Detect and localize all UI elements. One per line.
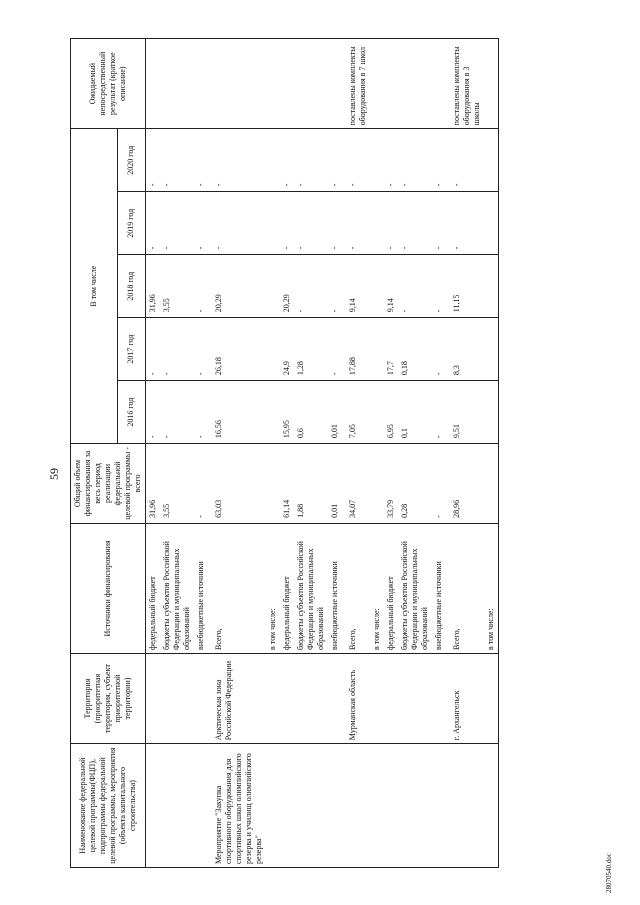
cell-2017 [266, 318, 280, 381]
cell-2019 [266, 192, 280, 255]
cell-2016: 7,05 [342, 381, 370, 444]
header-total: Общий объем финансирования за весь период реализации федеральной целевой программы - всего [71, 444, 146, 524]
cell-source: Всего, [342, 523, 370, 653]
cell-2017 [370, 318, 384, 381]
cell-total: 0,01 [328, 444, 342, 524]
cell-territory: Мурманская область [342, 653, 370, 743]
cell-2019: - [328, 192, 342, 255]
cell-total: 63,03 [208, 444, 266, 524]
cell-2016 [484, 381, 499, 444]
cell-2016: - [432, 381, 446, 444]
cell-2019: - [342, 192, 370, 255]
cell-2018 [266, 255, 280, 318]
table-body [146, 39, 499, 868]
cell-result [194, 39, 208, 129]
cell-territory: Арктическая зона Российской Федерации [208, 653, 266, 743]
cell-name [266, 744, 280, 868]
cell-source: бюджеты субъектов Российской Федерации и муниципальных образований [294, 523, 328, 653]
cell-territory [484, 653, 499, 743]
cell-2016: 6,95 [384, 381, 398, 444]
cell-2020: - [384, 129, 398, 192]
cell-territory [146, 653, 161, 743]
cell-2017: 26,18 [208, 318, 266, 381]
cell-name [398, 744, 432, 868]
cell-territory [384, 653, 398, 743]
table-row [160, 39, 194, 868]
cell-source: федеральный бюджет [146, 523, 161, 653]
cell-source: в том числе: [266, 523, 280, 653]
cell-2020: - [328, 129, 342, 192]
cell-2017: 8,3 [446, 318, 484, 381]
cell-2017: 0,18 [398, 318, 432, 381]
cell-territory [432, 653, 446, 743]
cell-2017: - [194, 318, 208, 381]
cell-result [266, 39, 280, 129]
cell-name [194, 744, 208, 868]
cell-2019: - [432, 192, 446, 255]
table-row [446, 39, 484, 868]
cell-source: федеральный бюджет [384, 523, 398, 653]
cell-name [370, 744, 384, 868]
cell-2019: - [146, 192, 161, 255]
table-row [328, 39, 342, 868]
cell-name [146, 744, 161, 868]
cell-total: 34,07 [342, 444, 370, 524]
cell-2019 [370, 192, 384, 255]
cell-territory [398, 653, 432, 743]
cell-2020: - [432, 129, 446, 192]
cell-source: федеральный бюджет [280, 523, 294, 653]
cell-2018: - [194, 255, 208, 318]
table-row [294, 39, 328, 868]
cell-2017: 1,28 [294, 318, 328, 381]
cell-total: 1,88 [294, 444, 328, 524]
header-including: В том числе [71, 129, 118, 444]
cell-2019: - [208, 192, 266, 255]
cell-source: Всего, [208, 523, 266, 653]
cell-name [446, 744, 484, 868]
cell-2016: - [194, 381, 208, 444]
table-row [266, 39, 280, 868]
cell-2020 [266, 129, 280, 192]
header-result: Ожидаемый непосредственный результат (краткое описание) [71, 39, 146, 129]
financing-table [70, 38, 499, 868]
cell-source: Всего, [446, 523, 484, 653]
cell-2017: - [160, 318, 194, 381]
cell-2016: 0,1 [398, 381, 432, 444]
cell-2020: - [342, 129, 370, 192]
cell-2020: - [294, 129, 328, 192]
cell-result: поставлены комплекты оборудования в 3 школы [446, 39, 484, 129]
cell-result [484, 39, 499, 129]
table-row [208, 39, 266, 868]
cell-result [160, 39, 194, 129]
cell-total: 31,96 [146, 444, 161, 524]
cell-2016: - [146, 381, 161, 444]
header-2017: 2017 год [117, 318, 145, 381]
cell-territory [280, 653, 294, 743]
cell-2020 [370, 129, 384, 192]
cell-source: внебюджетные источники [194, 523, 208, 653]
footer-code: 28070540.doc [605, 853, 613, 893]
cell-2017: 24,9 [280, 318, 294, 381]
cell-result: поставлены комплекты оборудования в 7 школ [342, 39, 370, 129]
table-row [432, 39, 446, 868]
cell-source: внебюджетные источники [432, 523, 446, 653]
cell-name [384, 744, 398, 868]
cell-2016 [370, 381, 384, 444]
table-row [484, 39, 499, 868]
cell-2019 [484, 192, 499, 255]
cell-2020: - [160, 129, 194, 192]
header-name: Наименование федеральной целевой программы(ФЦП), подпрограммы федеральной целевой программы, мероприятия (объекта капитального строительства) [71, 744, 146, 868]
cell-source: в том числе: [370, 523, 384, 653]
cell-total: 33,79 [384, 444, 398, 524]
cell-name [160, 744, 194, 868]
cell-result [280, 39, 294, 129]
cell-total: - [194, 444, 208, 524]
cell-2017: 17,7 [384, 318, 398, 381]
cell-total: 0,28 [398, 444, 432, 524]
cell-2017: - [328, 318, 342, 381]
cell-2018: - [398, 255, 432, 318]
cell-result [208, 39, 266, 129]
cell-total [370, 444, 384, 524]
cell-2018: 9,14 [342, 255, 370, 318]
cell-territory [194, 653, 208, 743]
table-row [280, 39, 294, 868]
cell-result [398, 39, 432, 129]
cell-name: Мероприятие "Закупка спортивного оборудования для спортивных школ олимпийского резерва и училищ олимпийского резерва" [208, 744, 266, 868]
cell-result [294, 39, 328, 129]
cell-source: внебюджетные источники [328, 523, 342, 653]
cell-2018 [370, 255, 384, 318]
cell-2018: 20,29 [280, 255, 294, 318]
cell-2020: - [446, 129, 484, 192]
cell-2016: - [160, 381, 194, 444]
cell-result [146, 39, 161, 129]
cell-total [266, 444, 280, 524]
table-row [146, 39, 161, 868]
cell-2018: - [294, 255, 328, 318]
cell-name [280, 744, 294, 868]
cell-name [484, 744, 499, 868]
cell-name [328, 744, 342, 868]
cell-total: - [432, 444, 446, 524]
cell-result [384, 39, 398, 129]
header-2020: 2020 год [117, 129, 145, 192]
cell-name [432, 744, 446, 868]
cell-result [432, 39, 446, 129]
cell-territory: г. Архангельск [446, 653, 484, 743]
cell-2017: - [432, 318, 446, 381]
table-row [194, 39, 208, 868]
table-row [342, 39, 370, 868]
header-source: Источники финансирования [71, 523, 146, 653]
cell-2019: - [294, 192, 328, 255]
cell-2018: 20,29 [208, 255, 266, 318]
cell-territory [266, 653, 280, 743]
cell-2018: 31,96 [146, 255, 161, 318]
cell-2018: - [432, 255, 446, 318]
cell-total: 28,96 [446, 444, 484, 524]
cell-name [294, 744, 328, 868]
cell-2016: 9,51 [446, 381, 484, 444]
cell-2016 [266, 381, 280, 444]
cell-result [370, 39, 384, 129]
cell-result [328, 39, 342, 129]
cell-2016: 0,6 [294, 381, 328, 444]
cell-territory [160, 653, 194, 743]
table-row [370, 39, 384, 868]
cell-2020: - [280, 129, 294, 192]
header-2018: 2018 год [117, 255, 145, 318]
cell-source: бюджеты субъектов Российской Федерации и муниципальных образований [398, 523, 432, 653]
page-number: 59 [47, 468, 61, 480]
header-row [71, 39, 118, 868]
cell-source: в том числе: [484, 523, 499, 653]
cell-2020: - [398, 129, 432, 192]
cell-territory [328, 653, 342, 743]
cell-2019: - [280, 192, 294, 255]
cell-2018: - [328, 255, 342, 318]
cell-source: бюджеты субъектов Российской Федерации и муниципальных образований [160, 523, 194, 653]
cell-2020: - [194, 129, 208, 192]
cell-2019: - [384, 192, 398, 255]
table-row [384, 39, 398, 868]
cell-2019: - [398, 192, 432, 255]
cell-territory [370, 653, 384, 743]
cell-2018: 11,15 [446, 255, 484, 318]
cell-2020: - [146, 129, 161, 192]
cell-name [342, 744, 370, 868]
cell-2018: 3,55 [160, 255, 194, 318]
cell-2016: 16,56 [208, 381, 266, 444]
header-2016: 2016 год [117, 381, 145, 444]
cell-2017 [484, 318, 499, 381]
cell-2017: 17,88 [342, 318, 370, 381]
header-territory: Территория (приоритетная территория, субъект приоритетной территории) [71, 653, 146, 743]
cell-2019: - [160, 192, 194, 255]
cell-2018 [484, 255, 499, 318]
cell-2019: - [194, 192, 208, 255]
cell-total [484, 444, 499, 524]
cell-2019: - [446, 192, 484, 255]
cell-2020 [484, 129, 499, 192]
header-2019: 2019 год [117, 192, 145, 255]
cell-total: 3,55 [160, 444, 194, 524]
cell-2017: - [146, 318, 161, 381]
table-row [398, 39, 432, 868]
cell-2016: 15,95 [280, 381, 294, 444]
cell-total: 61,14 [280, 444, 294, 524]
cell-territory [294, 653, 328, 743]
cell-2020: - [208, 129, 266, 192]
cell-2016: 0,01 [328, 381, 342, 444]
cell-2018: 9,14 [384, 255, 398, 318]
